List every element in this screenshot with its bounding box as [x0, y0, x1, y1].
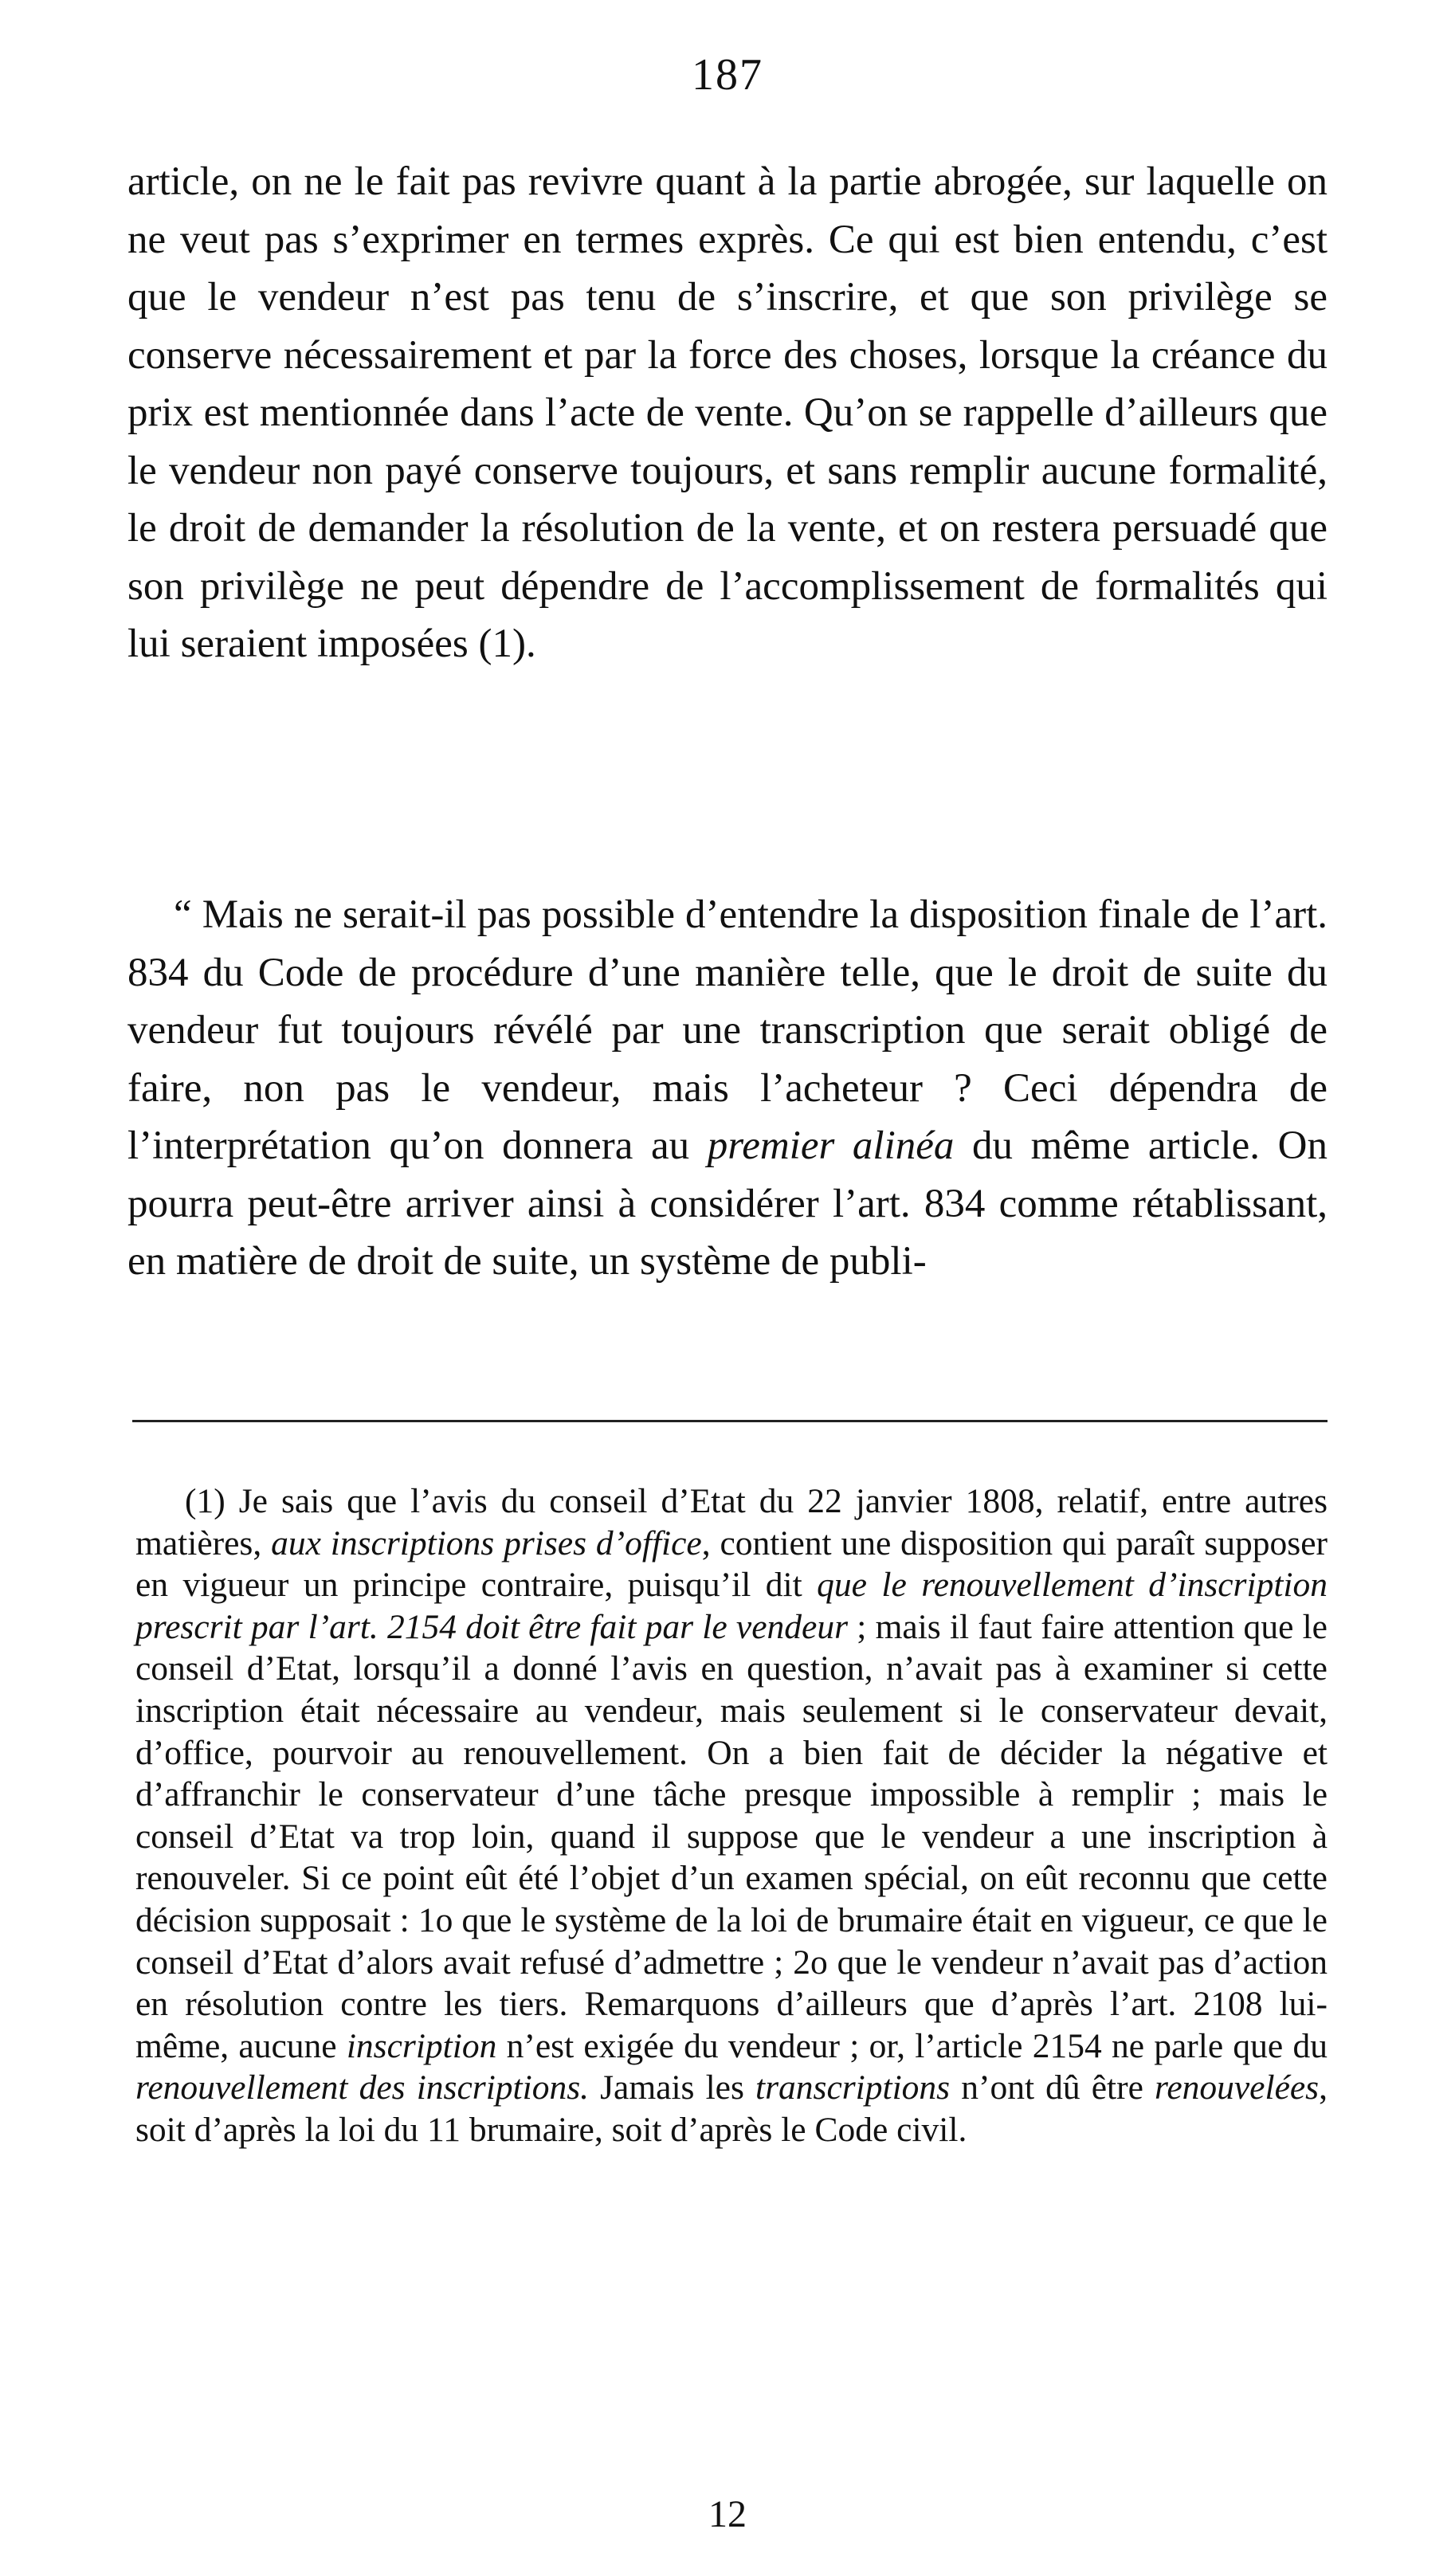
italic-text-run: aux inscriptions prises d’office — [271, 1523, 702, 1562]
text-run: (1) Je sais que l’avis du conseil d’Etat du 22 janvier 1808, relatif, entre autres matières, — [135, 1482, 1328, 1562]
italic-text-run: que le renouvellement d’inscription prescrit par l’art. 2154 doit être fait par le vendeur — [135, 1566, 1328, 1646]
text-run: n’est exigée du vendeur ; or, l’article 2154 ne parle que du — [496, 2026, 1328, 2065]
text-run: article, on ne le fait pas revivre quant à la partie abrogée, sur laquelle on ne veut pas s’exprimer en termes exprès. Ce qui est bien entendu, c’est que le vendeur n’est pas tenu de s’inscrire, et que son privilège se conserve nécessairement et par la force des choses, lorsque la créance du prix est mentionnée dans l’acte de vente. Qu’on se rappelle d’ailleurs que le vendeur non payé conserve toujours, et sans remplir aucune formalité, le droit de demander la résolution de la vente, et on restera persuadé que son privilège ne peut dépendre de l’accomplissement de formalités qui lui seraient imposées (1). — [127, 159, 1328, 666]
italic-text-run: renouvellement des inscriptions. — [135, 2068, 589, 2107]
text-run: “ Mais ne serait-il pas possible d’entendre la disposition finale de l’art. 834 du Code de procédure d’une manière telle, que le droit de suite du vendeur fut toujours révélé par une transcription que serait obligé de faire, non pas le vendeur, mais l’acheteur ? Ceci dépendra de l’interprétation qu’on donnera au — [127, 892, 1328, 1168]
body-paragraph-1 — [127, 153, 1328, 673]
footnote-separator-rule — [132, 1420, 1328, 1422]
footnote-1 — [135, 1480, 1328, 2151]
italic-text-run: renouvelées — [1155, 2068, 1320, 2107]
italic-text-run: inscription — [346, 2026, 497, 2065]
text-run: ; mais il faut faire attention que le conseil d’Etat, lorsqu’il a donné l’avis en question, n’avait pas à examiner si cette inscription était nécessaire au vendeur, mais seulement si le conservateur devait, d’office, pourvoir au renouvellement. On a bien fait de décider la négative et d’affranchir le conservateur d’une tâche presque impossible à remplir ; mais le conseil d’Etat va trop loin, quand il suppose que le vendeur a une inscription à renouveler. Si ce point eût été l’objet d’un examen spécial, on eût reconnu que cette décision supposait : 1o que le système de la loi de brumaire était en vigueur, ce que le conseil d’Etat d’alors avait refusé d’admettre ; 2o que le vendeur n’avait pas d’action en résolution contre les tiers. Remarquons d’ailleurs que d’après l’art. 2108 lui-même, aucune — [135, 1607, 1328, 2065]
text-run: n’ont dû être — [950, 2068, 1155, 2107]
text-run: du même article. On pourra peut-être arriver ainsi à considérer l’art. 834 comme rétablissant, en matière de droit de suite, un système de publi- — [127, 1123, 1328, 1284]
body-paragraph-2 — [127, 886, 1328, 1291]
text-run: , soit d’après la loi du 11 brumaire, soit d’après le Code civil. — [135, 2068, 1328, 2149]
page-number: 187 — [692, 50, 763, 100]
italic-text-run: transcriptions — [755, 2068, 951, 2107]
italic-text-run: premier alinéa — [707, 1123, 955, 1168]
signature-mark: 12 — [708, 2493, 747, 2535]
text-run: , contient une disposition qui paraît supposer en vigueur un principe contraire, puisqu’il dit — [135, 1523, 1328, 1605]
text-run: Jamais les — [589, 2068, 755, 2107]
